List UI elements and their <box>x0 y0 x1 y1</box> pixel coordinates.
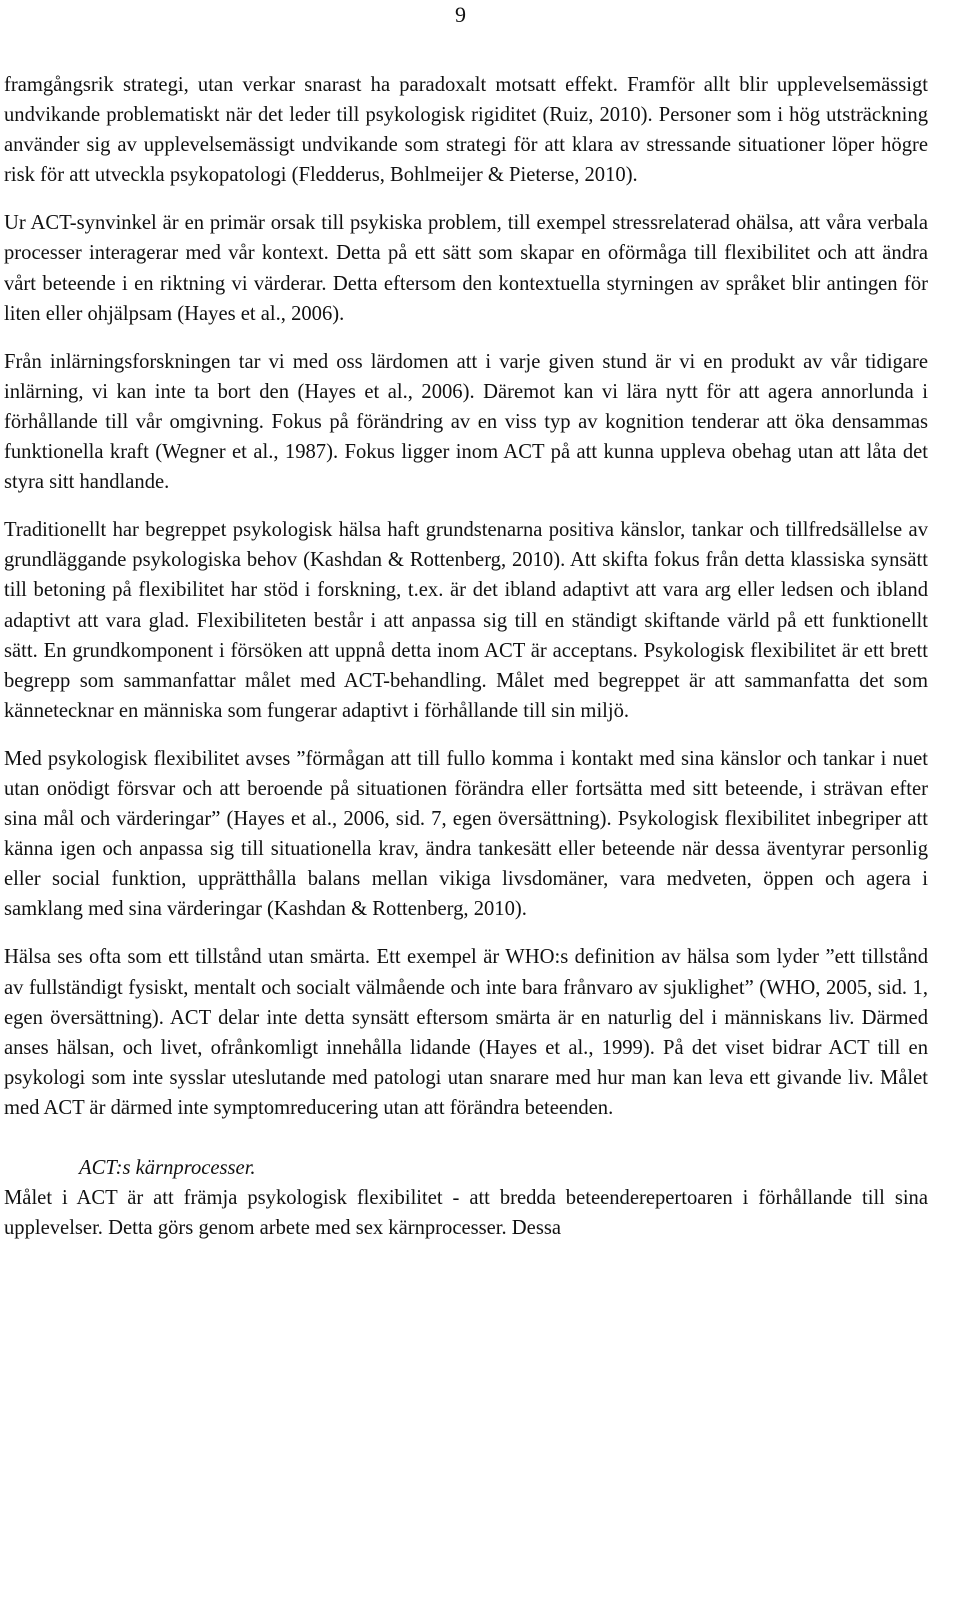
paragraph: Traditionellt har begreppet psykologisk hälsa haft grundstenarna positiva känslor, tankar och tillfredsällelse av grundläggande psykologiska behov (Kashdan & Rottenberg, 2010). Att skifta fokus från detta klassiska synsätt till betoning på flexibilitet har stöd i forskning, t.ex. är det ibland adaptivt att vara arg eller ledsen och ibland adaptivt att vara glad. Flexibiliteten består i att anpassa sig till en ständigt skiftande värld på ett funktionellt sätt. En grundkomponent i försöken att uppnå detta inom ACT är acceptans. Psykologisk flexibilitet är ett brett begrepp som sammanfattar målet med ACT-behandling. Målet med begreppet är att sammanfatta det som kännetecknar en människa som fungerar adaptivt i förhållande till sin miljö. <box>4 519 928 722</box>
document-body <box>4 70 928 1243</box>
paragraph: Ur ACT-synvinkel är en primär orsak till psykiska problem, till exempel stressrelaterad ohälsa, att våra verbala processer interagerar med vår kontext. Detta på ett sätt som skapar en oförmåga till flexibilitet och att ändra vårt beteende i en riktning vi värderar. Detta eftersom den kontextuella styrningen av språket blir antingen för liten eller ohjälpsam (Hayes et al., 2006). <box>4 212 928 325</box>
paragraph: framgångsrik strategi, utan verkar snarast ha paradoxalt motsatt effekt. Framför allt blir upplevelsemässigt undvikande problematiskt när det leder till psykologisk rigiditet (Ruiz, 2010). Personer som i hög utsträckning använder sig av upplevelsemässigt undvikande som strategi för att klara av stressande situationer löper högre risk för att utveckla psykopatologi (Fledderus, Bohlmeijer & Pieterse, 2010). <box>4 74 928 187</box>
page-number: 9 <box>455 2 466 27</box>
paragraph: Med psykologisk flexibilitet avses ”förmågan att till fullo komma i kontakt med sina känslor och tankar i nuet utan onödigt försvar och att beroende på situationen förändra eller fortsätta med sitt beteende, i strävan efter sina mål och värderingar” (Hayes et al., 2006, sid. 7, egen översättning). Psykologisk flexibilitet inbegriper att känna igen och anpassa sig till situationella krav, ändra tankesätt eller beteende när dessa äventyrar personlig eller social funktion, upprätthålla balans mellan vikiga livsdomäner, vara medveten, öppen och agera i samklang med sina värderingar (Kashdan & Rottenberg, 2010). <box>4 747 928 921</box>
paragraph: Målet i ACT är att främja psykologisk flexibilitet - att bredda beteenderepertoaren i förhållande till sina upplevelser. Detta görs genom arbete med sex kärnprocesser. Dessa <box>4 1187 928 1240</box>
paragraph: Hälsa ses ofta som ett tillstånd utan smärta. Ett exempel är WHO:s definition av hälsa som lyder ”ett tillstånd av fullständigt fysiskt, mentalt och socialt välmående och inte bara frånvaro av sjuklighet” (WHO, 2005, sid. 1, egen översättning). ACT delar inte detta synsätt eftersom smärta är en naturlig del i människans liv. Därmed anses hälsan, och livet, ofrånkomligt innehålla lidande (Hayes et al., 1999). På det viset bidrar ACT till en psykologi som inte sysslar uteslutande med patologi utan snarare med hur man kan leva ett givande liv. Målet med ACT är därmed inte symptomreducering utan att förändra beteenden. <box>4 946 928 1119</box>
paragraph: Från inlärningsforskningen tar vi med oss lärdomen att i varje given stund är vi en produkt av vår tidigare inlärning, vi kan inte ta bort den (Hayes et al., 2006). Däremot kan vi lära nytt för att agera annorlunda i förhållande till vår omgivning. Fokus på förändring av en viss typ av kognition tenderar att öka densammas funktionella kraft (Wegner et al., 1987). Fokus ligger inom ACT på att kunna uppleva obehag utan att låta det styra sitt handlande. <box>4 350 928 494</box>
section-heading: ACT:s kärnprocesser. <box>79 1157 256 1179</box>
